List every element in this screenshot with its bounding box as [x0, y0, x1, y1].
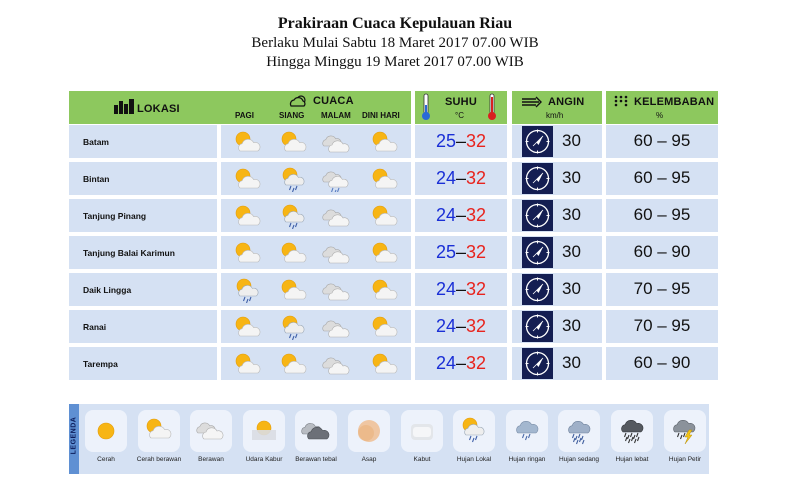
temperature-cell [415, 199, 507, 232]
wind-cell [512, 199, 602, 232]
legend-title: LEGENDA [70, 416, 78, 455]
location-cell [69, 199, 217, 232]
weather-cell [221, 162, 411, 195]
smoke-icon [353, 416, 385, 451]
cloudy-icon [321, 240, 351, 266]
location-cell [69, 125, 217, 158]
legend-item-label: Hujan sedang [558, 456, 600, 463]
valid-from: Berlaku Mulai Sabtu 18 Maret 2017 07.00 WIB [251, 35, 539, 51]
humidity-cell [606, 273, 718, 306]
thermometer-hot-icon [487, 93, 497, 121]
partly-cloudy-icon [369, 351, 399, 377]
temperature-cell [415, 310, 507, 343]
header-siang: SIANG [279, 111, 305, 120]
temp-dash: – [455, 316, 466, 336]
thunderstorm-icon [669, 416, 701, 451]
compass-icon [522, 311, 553, 342]
weather-cell [221, 125, 411, 158]
partly-cloudy-icon [232, 166, 262, 192]
header-suhu-unit: °C [455, 111, 464, 120]
humidity-value: 70 – 95 [633, 279, 691, 298]
cloudy-icon [195, 416, 227, 451]
wind-speed: 30 [562, 353, 581, 372]
location-name: Tanjung Pinang [83, 211, 147, 221]
temp-min: 24 [435, 168, 456, 188]
location-name: Batam [83, 137, 109, 147]
legend-item-label: Berawan tebal [295, 456, 337, 463]
cloudy-icon [321, 351, 351, 377]
location-name: Tarempa [83, 359, 118, 369]
heavy-rain-icon [616, 416, 648, 451]
partly-cloudy-icon [278, 277, 308, 303]
header-angin [512, 91, 602, 124]
temperature-cell [415, 273, 507, 306]
wind-speed: 30 [562, 316, 581, 335]
temp-max: 32 [466, 316, 487, 336]
fog-icon [406, 416, 438, 451]
temp-max: 32 [466, 168, 487, 188]
local-rain-icon [232, 277, 262, 303]
legend-item-label: Asap [361, 456, 377, 463]
partly-cloudy-icon [369, 129, 399, 155]
temp-min: 24 [435, 316, 456, 336]
partly-cloudy-icon [369, 203, 399, 229]
cloudy-icon [321, 314, 351, 340]
temp-max: 32 [466, 279, 487, 299]
header-kelembaban-unit: % [656, 111, 664, 120]
weather-cell [221, 199, 411, 232]
compass-icon [522, 348, 553, 379]
humidity-value: 60 – 90 [633, 353, 691, 372]
location-name: Ranai [83, 322, 107, 332]
page-title: Prakiraan Cuaca Kepulauan Riau [277, 15, 513, 32]
wind-speed: 30 [562, 205, 581, 224]
header-lokasi [69, 91, 243, 124]
valid-until: Hingga Minggu 19 Maret 2017 07.00 WIB [266, 54, 524, 70]
compass-icon [522, 163, 553, 194]
temp-dash: – [455, 279, 466, 299]
legend-item [506, 410, 548, 452]
header-cuaca [221, 91, 411, 124]
legend-item-label: Hujan ringan [508, 456, 546, 463]
location-cell [69, 310, 217, 343]
light-rain-icon [511, 416, 543, 451]
header-kelembaban-label: KELEMBABAN [634, 96, 715, 108]
header-cuaca-label: CUACA [313, 95, 354, 107]
header-suhu [415, 91, 507, 124]
legend-item [453, 410, 495, 452]
wind-speed: 30 [562, 279, 581, 298]
weather-cell [221, 347, 411, 380]
legend [69, 404, 709, 474]
temp-dash: – [455, 353, 466, 373]
header-dini-hari: DINI HARI [362, 111, 400, 120]
location-cell [69, 347, 217, 380]
location-cell [69, 162, 217, 195]
overcast-icon [300, 416, 332, 451]
temp-dash: – [455, 131, 466, 151]
humidity-cell [606, 347, 718, 380]
temp-min: 24 [435, 353, 456, 373]
compass-icon [522, 200, 553, 231]
temperature-cell [415, 347, 507, 380]
partly-cloudy-icon [232, 314, 262, 340]
header-pagi: PAGI [235, 111, 254, 120]
temp-min: 24 [435, 279, 456, 299]
thermometer-cold-icon [421, 93, 431, 121]
cloudy-icon [321, 277, 351, 303]
wind-cell [512, 273, 602, 306]
weather-cell [221, 310, 411, 343]
temp-max: 32 [466, 205, 487, 225]
legend-item [243, 410, 285, 452]
header-lokasi-label: LOKASI [137, 103, 180, 115]
legend-item [348, 410, 390, 452]
location-cell [69, 273, 217, 306]
humidity-value: 70 – 95 [633, 316, 691, 335]
humidity-value: 60 – 95 [633, 168, 691, 187]
partly-cloudy-icon [278, 240, 308, 266]
wind-cell [512, 125, 602, 158]
location-name: Bintan [83, 174, 110, 184]
wind-cell [512, 162, 602, 195]
humidity-cell [606, 199, 718, 232]
compass-icon [522, 126, 553, 157]
header-kelembaban [606, 91, 718, 124]
legend-item-label: Hujan Lokal [456, 456, 492, 463]
compass-icon [522, 274, 553, 305]
humidity-cell [606, 125, 718, 158]
cloudy-icon [321, 203, 351, 229]
partly-cloudy-icon [278, 129, 308, 155]
partly-cloudy-header-icon [287, 93, 311, 107]
local-rain-icon [458, 416, 490, 451]
legend-item-label: Udara Kabur [245, 456, 283, 463]
legend-item [85, 410, 127, 452]
humidity-cell [606, 236, 718, 269]
wind-speed: 30 [562, 168, 581, 187]
partly-cloudy-icon [232, 240, 262, 266]
temp-dash: – [455, 205, 466, 225]
header-angin-label: ANGIN [548, 96, 585, 108]
partly-cloudy-icon [143, 416, 175, 451]
partly-cloudy-icon [369, 240, 399, 266]
location-name: Tanjung Balai Karimun [83, 248, 175, 258]
temp-max: 32 [466, 242, 487, 262]
legend-item [401, 410, 443, 452]
humidity-dots-icon [614, 95, 628, 107]
wind-speed: 30 [562, 131, 581, 150]
wind-cell [512, 310, 602, 343]
legend-item [138, 410, 180, 452]
moderate-rain-icon [563, 416, 595, 451]
header-suhu-label: SUHU [445, 96, 477, 108]
legend-item-label: Berawan [198, 456, 224, 463]
temp-min: 24 [435, 205, 456, 225]
legend-item [611, 410, 653, 452]
partly-cloudy-icon [232, 203, 262, 229]
weather-cell [221, 236, 411, 269]
legend-item-label: Hujan Petir [668, 456, 702, 463]
temperature-cell [415, 125, 507, 158]
legend-item [295, 410, 337, 452]
compass-icon [522, 237, 553, 268]
city-icon [114, 99, 134, 114]
temp-dash: – [455, 242, 466, 262]
temp-min: 25 [435, 131, 456, 151]
temp-min: 25 [435, 242, 456, 262]
partly-cloudy-icon [278, 351, 308, 377]
humidity-value: 60 – 95 [633, 131, 691, 150]
hazy-icon [248, 416, 280, 451]
local-rain-icon [278, 203, 308, 229]
legend-item [558, 410, 600, 452]
temp-dash: – [455, 168, 466, 188]
weather-cell [221, 273, 411, 306]
wind-cell [512, 347, 602, 380]
legend-bar [69, 404, 79, 474]
location-name: Daik Lingga [83, 285, 132, 295]
partly-cloudy-icon [369, 314, 399, 340]
partly-cloudy-icon [232, 351, 262, 377]
humidity-value: 60 – 95 [633, 205, 691, 224]
legend-item-label: Hujan lebat [615, 456, 649, 463]
legend-item [664, 410, 706, 452]
location-cell [69, 236, 217, 269]
temperature-cell [415, 236, 507, 269]
partly-cloudy-icon [369, 166, 399, 192]
cloudy-rain-icon [321, 166, 351, 192]
header-malam: MALAM [321, 111, 351, 120]
local-rain-icon [278, 166, 308, 192]
partly-cloudy-icon [369, 277, 399, 303]
cloudy-icon [321, 129, 351, 155]
local-rain-icon [278, 314, 308, 340]
legend-item-label: Kabut [413, 456, 431, 463]
legend-item [190, 410, 232, 452]
humidity-value: 60 – 90 [633, 242, 691, 261]
humidity-cell [606, 162, 718, 195]
wind-cell [512, 236, 602, 269]
legend-item-label: Cerah [97, 456, 115, 463]
legend-item-label: Cerah berawan [136, 456, 182, 463]
temp-max: 32 [466, 131, 487, 151]
humidity-cell [606, 310, 718, 343]
wind-speed: 30 [562, 242, 581, 261]
sunny-icon [90, 416, 122, 451]
header-angin-unit: km/h [546, 111, 564, 120]
wind-icon [522, 96, 542, 108]
temperature-cell [415, 162, 507, 195]
temp-max: 32 [466, 353, 487, 373]
partly-cloudy-icon [232, 129, 262, 155]
